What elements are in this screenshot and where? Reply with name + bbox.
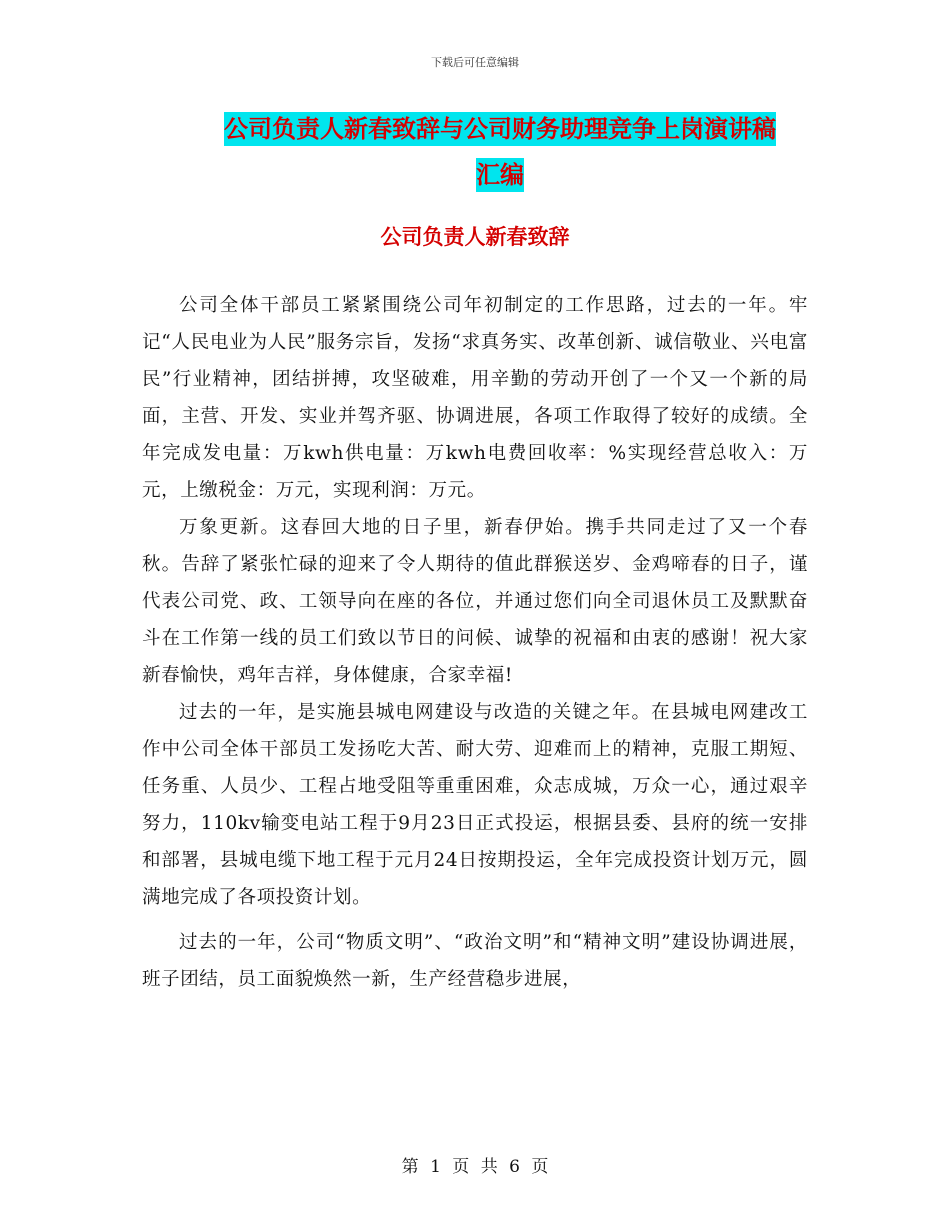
paragraph-4: 过去的一年，公司“物质文明”、“政治文明”和“精神文明”建设协调进展，班子团结，员工面貌焕然一新，生产经营稳步进展，	[142, 932, 808, 990]
paragraph-1: 公司全体干部员工紧紧围绕公司年初制定的工作思路，过去的一年。牢记“人民电业为人民”服务宗旨，发扬“求真务实、改革创新、诚信敬业、兴电富民”行业精神，团结拼搏，攻坚破难，用辛勤的劳动开创了一个又一个新的局面，主营、开发、实业并驾齐驱、协调进展，各项工作取得了较好的成绩。全年完成发电量：万kwh供电量：万kwh电费回收率：%实现经营总收入：万元，上缴税金：万元，实现利润：万元。	[142, 295, 808, 501]
page-footer: 第 1 页 共 6 页	[401, 1157, 549, 1177]
document-title-line-1: 公司负责人新春致辞与公司财务助理竞争上岗演讲稿	[224, 112, 776, 146]
body-text	[142, 287, 808, 998]
document-title	[190, 106, 810, 198]
paragraph-3: 过去的一年，是实施县城电网建设与改造的关键之年。在县城电网建改工作中公司全体干部员工发扬吃大苦、耐大劳、迎难而上的精神，克服工期短、任务重、人员少、工程占地受阻等重重困难，众志成城，万众一心，通过艰辛努力，110kv输变电站工程于9月23日正式投运，根据县委、县府的统一安排和部署，县城电缆下地工程于元月24日按期投运，全年完成投资计划万元，圆满地完成了各项投资计划。	[142, 702, 808, 908]
section-title: 公司负责人新春致辞	[380, 225, 570, 249]
paragraph-2: 万象更新。这春回大地的日子里，新春伊始。携手共同走过了又一个春秋。告辞了紧张忙碌的迎来了令人期待的值此群猴送岁、金鸡啼春的日子，谨代表公司党、政、工领导向在座的各位，并通过您们向全司退休员工及默默奋斗在工作第一线的员工们致以节日的问候、诚挚的祝福和由衷的感谢！祝大家新春愉快，鸡年吉祥，身体健康，合家幸福!	[142, 517, 808, 686]
header-note: 下载后可任意编辑	[431, 56, 519, 69]
document-title-line-2: 汇编	[476, 158, 524, 192]
